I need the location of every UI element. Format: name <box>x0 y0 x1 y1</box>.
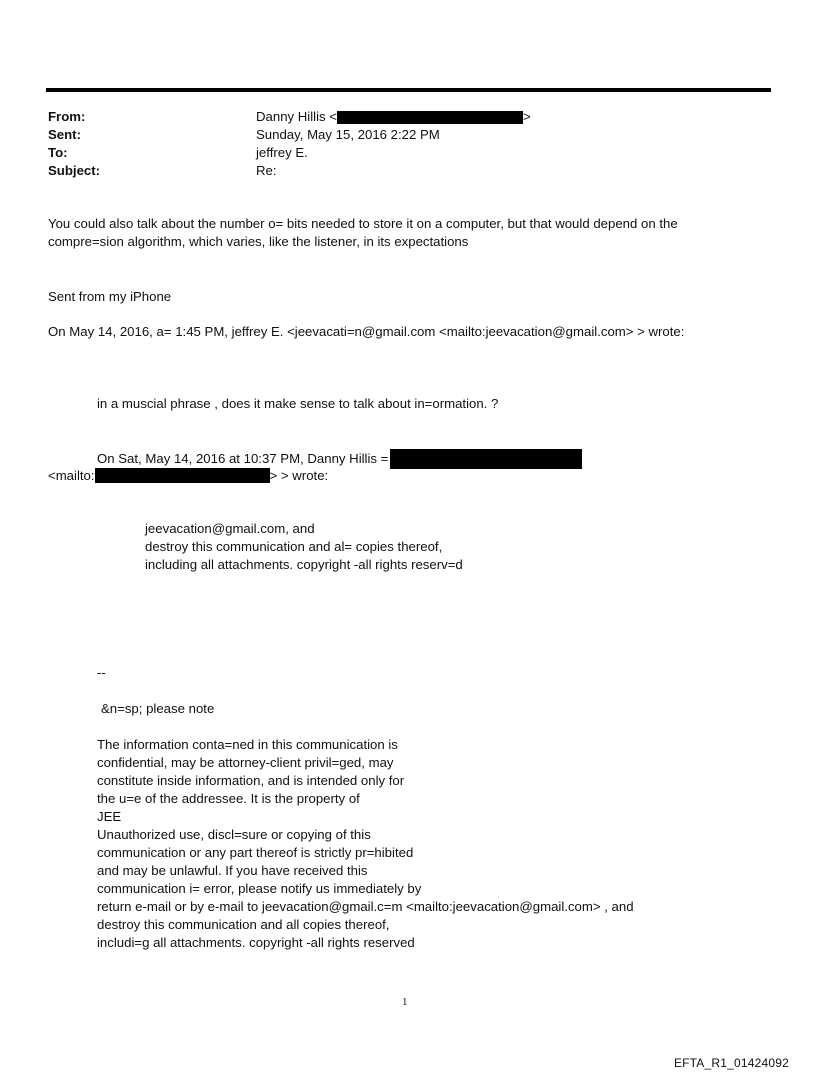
disclaimer-line: communication or any part thereof is strictly pr=hibited <box>97 845 414 860</box>
subject-label: Subject: <box>48 163 101 178</box>
quote2-mailto: <mailto: <box>48 468 95 483</box>
from-name: Danny Hillis < <box>256 109 337 124</box>
nested-line: destroy this communication and al= copies thereof, <box>145 539 443 554</box>
body-line: compre=sion algorithm, which varies, like the listener, in its expectations <box>48 234 469 249</box>
from-label: From: <box>48 109 86 124</box>
please-note: &n=sp; please note <box>101 701 215 716</box>
disclaimer-line: constitute inside information, and is intended only for <box>97 773 405 788</box>
quoted-question: in a muscial phrase , does it make sense to talk about in=ormation. ? <box>97 396 499 411</box>
disclaimer-line: JEE <box>97 809 122 824</box>
quote-intro: On May 14, 2016, a= 1:45 PM, jeffrey E. <jeevacati=n@gmail.com <mailto:jeevacation@gmail.com> > wrote: <box>48 324 685 339</box>
quote2-wrote: > > wrote: <box>269 468 329 483</box>
signature: Sent from my iPhone <box>48 289 172 304</box>
nested-line: jeevacation@gmail.com, and <box>145 521 315 536</box>
disclaimer-line: destroy this communication and all copies thereof, <box>97 917 390 932</box>
disclaimer-line: confidential, may be attorney-client privil=ged, may <box>97 755 394 770</box>
quote2-line2 <box>48 467 328 485</box>
disclaimer-line: The information conta=ned in this communication is <box>97 737 398 752</box>
to-value: jeffrey E. <box>256 145 308 160</box>
quote2-text: On Sat, May 14, 2016 at 10:37 PM, Danny Hillis = <box>97 451 389 466</box>
from-trail: > <box>523 109 531 124</box>
quote2-line1 <box>97 449 582 469</box>
sent-label: Sent: <box>48 127 81 142</box>
disclaimer-line: Unauthorized use, discl=sure or copying of this <box>97 827 371 842</box>
redaction-block <box>95 468 270 483</box>
disclaimer-line: return e-mail or by e-mail to jeevacation@gmail.c=m <mailto:jeevacation@gmail.com> , and <box>97 899 634 914</box>
body-line: You could also talk about the number o= bits needed to store it on a computer, but that would depend on the <box>48 216 678 231</box>
header-rule <box>46 88 771 92</box>
from-value <box>256 108 531 126</box>
disclaimer-line: communication i= error, please notify us immediately by <box>97 881 422 896</box>
separator: -- <box>97 665 106 680</box>
disclaimer-line: the u=e of the addressee. It is the property of <box>97 791 360 806</box>
sent-value: Sunday, May 15, 2016 2:22 PM <box>256 127 440 142</box>
disclaimer-line: and may be unlawful. If you have received this <box>97 863 368 878</box>
nested-line: including all attachments. copyright -all rights reserv=d <box>145 557 463 572</box>
page-number: 1 <box>402 996 408 1008</box>
disclaimer-line: includi=g all attachments. copyright -all rights reserved <box>97 935 415 950</box>
redaction-block <box>390 449 582 469</box>
subject-value: Re: <box>256 163 277 178</box>
to-label: To: <box>48 145 68 160</box>
document-id: EFTA_R1_01424092 <box>673 1056 789 1070</box>
redaction-block <box>337 111 523 124</box>
